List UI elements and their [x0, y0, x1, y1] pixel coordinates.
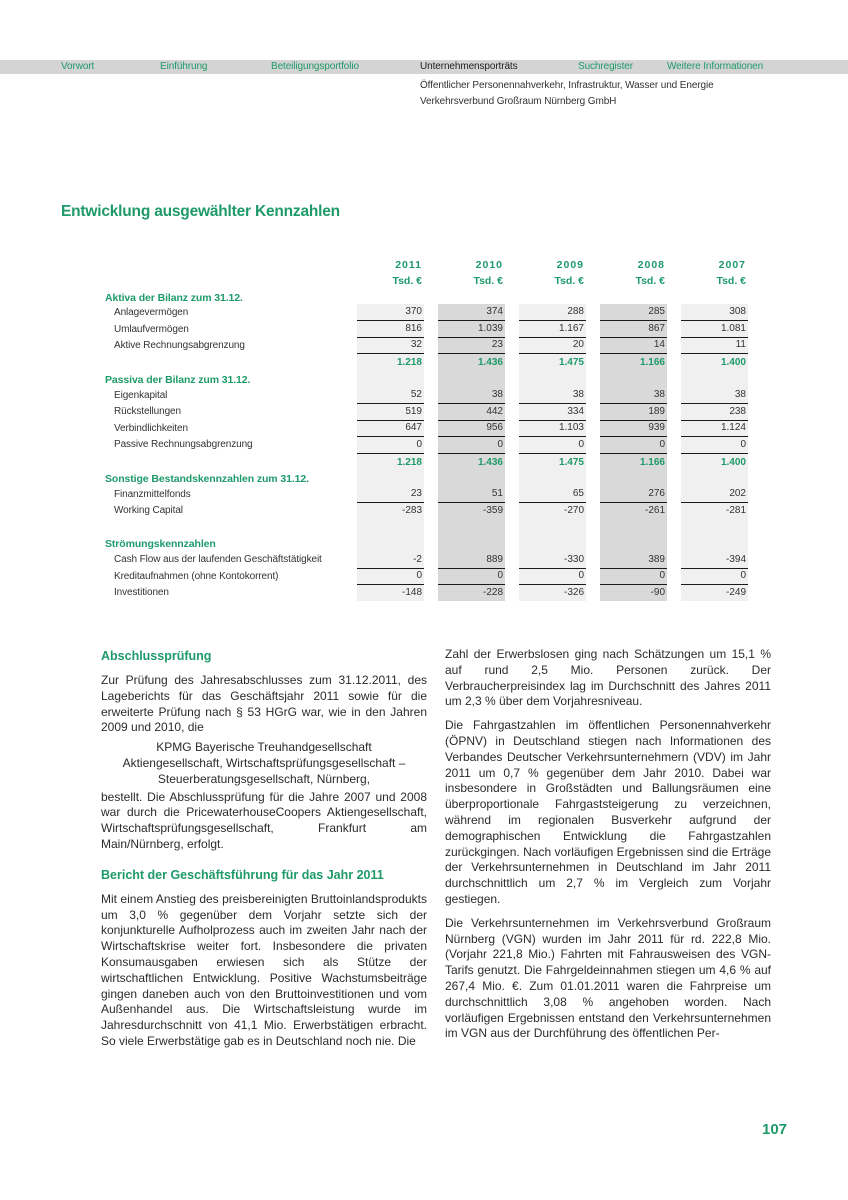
table-cell: 23	[357, 486, 424, 503]
table-cell: 276	[600, 486, 667, 503]
table-cell: -90	[650, 587, 665, 598]
table-cell: 0	[519, 568, 586, 585]
table-cell: 38	[600, 387, 667, 404]
heading-abschlusspruefung: Abschlussprüfung	[101, 649, 212, 663]
table-cell: 202	[681, 486, 748, 503]
year-header: 2007	[718, 259, 746, 271]
total-cell: 1.218	[396, 357, 422, 368]
table-cell: 889	[438, 552, 505, 569]
paragraph: Zahl der Erwerbslosen ging nach Schätzungen um 15,1 % auf rund 2,5 Mio. Personen zurück. Der Verbraucherpreisindex lag im Durchschnitt des Jahres 2011 um 2,3 % über dem Vorjahresniveau.	[445, 647, 771, 709]
table-cell: -283	[401, 505, 422, 516]
paragraph: Die Verkehrsunternehmen im Verkehrsverbund Großraum Nürnberg (VGN) wurden im Jahr 2011 für rd. 222,8 Mio. (Vorjahr 221,8 Mio.) Fahrten mit Fahrausweisen des VGN-Tarifs genutzt. Die Fahrgeldeinnahmen stiegen um 4,6 % auf 267,4 Mio. €. Zum 01.01.2011 waren die Fahrpreise um durchschnittlich 3,08 % angehoben worden. Nach vorläufigen Ergebnissen entstand den Verkehrsunternehmen im VGN aus der Durchführung des öffentlichen Per-	[445, 915, 771, 1041]
table-cell: 65	[519, 486, 586, 503]
table-cell: 11	[681, 337, 748, 354]
table-cell: 939	[600, 420, 667, 437]
table-cell: 374	[438, 304, 505, 321]
year-header: 2010	[475, 259, 503, 271]
year-header: 2008	[637, 259, 665, 271]
table-cell: 0	[600, 437, 667, 454]
total-cell: 1.218	[396, 457, 422, 468]
table-cell: 816	[357, 321, 424, 338]
table-cell: -359	[482, 505, 503, 516]
total-cell: 1.475	[558, 357, 584, 368]
table-cell: 1.124	[681, 420, 748, 437]
table-cell: 0	[681, 437, 748, 454]
nav-item-einfuehrung[interactable]: Einführung	[160, 61, 208, 72]
table-cell: -148	[401, 587, 422, 598]
table-cell: 288	[519, 304, 586, 321]
auditor-block: KPMG Bayerische Treuhandgesellschaft Aktiengesellschaft, Wirtschaftsprüfungsgesellschaft – Steuerberatungsgesellschaft, Nürnberg,	[122, 740, 406, 786]
nav-item-suchregister[interactable]: Suchregister	[578, 61, 633, 72]
total-cell: 1.436	[477, 457, 503, 468]
table-cell: 647	[357, 420, 424, 437]
table-cell: 38	[438, 387, 505, 404]
table-cell: 51	[438, 486, 505, 503]
table-cell: -281	[725, 505, 746, 516]
heading-bericht-geschaeftsfuehrung: Bericht der Geschäftsführung für das Jahr 2011	[101, 867, 384, 882]
table-cell: 238	[681, 404, 748, 421]
row-label: Investitionen	[114, 587, 169, 598]
paragraph: Die Fahrgastzahlen im öffentlichen Personennahverkehr (ÖPNV) in Deutschland stiegen nach Informationen des Verbandes Deutscher Verkehrsunternehmern (VDV) im Jahr 2011 um 0,7 % gegenüber dem Jahr 2010. Dabei war insbesondere in Großstädten und Ballungsräumen eine überproportionale Fahrgaststeigerung zu verzeichnen, während im regionalen Busverkehr aufgrund der demographischen Entwicklung die Fahrgastzahlen zurückgingen. Nach vorläufigen Ergebnissen sind die Erträge der Verkehrsunternehmen in Deutschland im Jahr 2011 durchschnittlich um 2,7 % im Vergleich zum Vorjahr gestiegen.	[445, 718, 771, 906]
section-aktiva: Aktiva der Bilanz zum 31.12.	[105, 292, 243, 304]
unit-header: Tsd. €	[635, 275, 665, 287]
table-cell: -249	[725, 587, 746, 598]
table-cell: -330	[519, 552, 586, 569]
table-cell: 1.081	[681, 321, 748, 338]
table-cell: 1.167	[519, 321, 586, 338]
table-cell: -326	[563, 587, 584, 598]
row-label: Finanzmittelfonds	[114, 489, 191, 500]
table-cell: 38	[519, 387, 586, 404]
table-cell: 32	[357, 337, 424, 354]
year-header: 2011	[395, 259, 422, 271]
unit-header: Tsd. €	[392, 275, 422, 287]
paragraph: bestellt. Die Abschlussprüfung für die Jahre 2007 und 2008 war durch die PricewaterhouseCoopers Aktiengesellschaft, Wirtschaftsprüfungsgesellschaft, Frankfurt am Main/Nürnberg, erfolgt.	[101, 789, 427, 851]
table-cell: 285	[600, 304, 667, 321]
table-cell: -228	[482, 587, 503, 598]
year-header: 2009	[556, 259, 584, 271]
table-cell: 189	[600, 404, 667, 421]
nav-item-vorwort[interactable]: Vorwort	[61, 61, 95, 72]
table-cell: 0	[600, 568, 667, 585]
table-cell: 0	[681, 568, 748, 585]
table-cell: 1.103	[519, 420, 586, 437]
nav-item-beteiligungsportfolio[interactable]: Beteiligungsportfolio	[271, 61, 359, 72]
unit-header: Tsd. €	[554, 275, 584, 287]
table-cell: 1.039	[438, 321, 505, 338]
table-cell: 867	[600, 321, 667, 338]
table-cell: 0	[519, 437, 586, 454]
text-column-left	[101, 648, 427, 1058]
page-number: 107	[762, 1121, 788, 1138]
section-passiva: Passiva der Bilanz zum 31.12.	[105, 374, 251, 386]
row-label: Umlaufvermögen	[114, 324, 189, 335]
table-cell: 14	[600, 337, 667, 354]
table-cell: 23	[438, 337, 505, 354]
table-cell: 308	[681, 304, 748, 321]
total-cell: 1.400	[720, 457, 746, 468]
row-label: Anlagevermögen	[114, 307, 189, 318]
row-label: Rückstellungen	[114, 406, 181, 417]
section-sonstige: Sonstige Bestandskennzahlen zum 31.12.	[105, 473, 309, 485]
row-label: Aktive Rechnungsabgrenzung	[114, 340, 245, 351]
top-navigation-bar	[0, 60, 848, 74]
table-cell: 0	[438, 568, 505, 585]
unit-header: Tsd. €	[716, 275, 746, 287]
table-cell: 52	[357, 387, 424, 404]
table-cell: 0	[438, 437, 505, 454]
breadcrumb-sector: Öffentlicher Personennahverkehr, Infrastruktur, Wasser und Energie	[420, 80, 714, 91]
table-cell: 0	[357, 437, 424, 454]
table-cell: 956	[438, 420, 505, 437]
breadcrumb-company: Verkehrsverbund Großraum Nürnberg GmbH	[420, 96, 617, 107]
table-cell: -270	[563, 505, 584, 516]
total-cell: 1.436	[477, 357, 503, 368]
total-cell: 1.475	[558, 457, 584, 468]
table-cell: 334	[519, 404, 586, 421]
page-title: Entwicklung ausgewählter Kennzahlen	[61, 203, 340, 220]
table-cell: 389	[600, 552, 667, 569]
paragraph: Zur Prüfung des Jahresabschlusses zum 31.12.2011, des Lageberichts für das Geschäftsjahr 2011 sowie für die erweiterte Prüfung nach § 53 HGrG war, wie in den Jahren 2009 und 2010, die	[101, 673, 427, 735]
table-cell: 370	[357, 304, 424, 321]
total-cell: 1.166	[639, 457, 665, 468]
table-cell: -394	[681, 552, 748, 569]
table-cell: 519	[357, 404, 424, 421]
table-cell: -261	[644, 505, 665, 516]
table-cell: 442	[438, 404, 505, 421]
row-label: Eigenkapital	[114, 390, 168, 401]
paragraph: Mit einem Anstieg des preisbereinigten Bruttoinlandsprodukts um 3,0 % gegenüber dem Vorjahr setzte sich der konjunkturelle Aufholprozess auch im zweiten Jahr nach der Wirtschaftskrise weiter fort. Insbesondere die privaten Konsumausgaben erwiesen sich als Stütze der wirtschaftlichen Entwicklung. Positive Wachstumsbeiträge gingen daneben auch von den Bruttoinvestitionen und vom Außenhandel aus. Die Wirtschaftsleistung wurde im Jahresdurchschnitt von 41,1 Mio. Erwerbstätigen erbracht. So viele Erwerbstätige gab es in Deutschland noch nie. Die	[101, 891, 427, 1048]
unit-header: Tsd. €	[473, 275, 503, 287]
table-cell: 0	[357, 568, 424, 585]
nav-item-weitere-informationen[interactable]: Weitere Informationen	[667, 61, 764, 72]
text-column-right	[445, 647, 771, 1050]
row-label: Verbindlichkeiten	[114, 423, 188, 434]
row-label: Kreditaufnahmen (ohne Kontokorrent)	[114, 571, 279, 582]
section-stroemung: Strömungskennzahlen	[105, 538, 216, 550]
table-cell: 20	[519, 337, 586, 354]
row-label: Passive Rechnungsabgrenzung	[114, 439, 253, 450]
row-label: Cash Flow aus der laufenden Geschäftstätigkeit	[114, 554, 322, 565]
table-cell: -2	[357, 552, 424, 569]
table-cell: 38	[681, 387, 748, 404]
nav-item-unternehmensportraets[interactable]: Unternehmensporträts	[420, 61, 518, 72]
row-label: Working Capital	[114, 505, 183, 516]
total-cell: 1.400	[720, 357, 746, 368]
total-cell: 1.166	[639, 357, 665, 368]
